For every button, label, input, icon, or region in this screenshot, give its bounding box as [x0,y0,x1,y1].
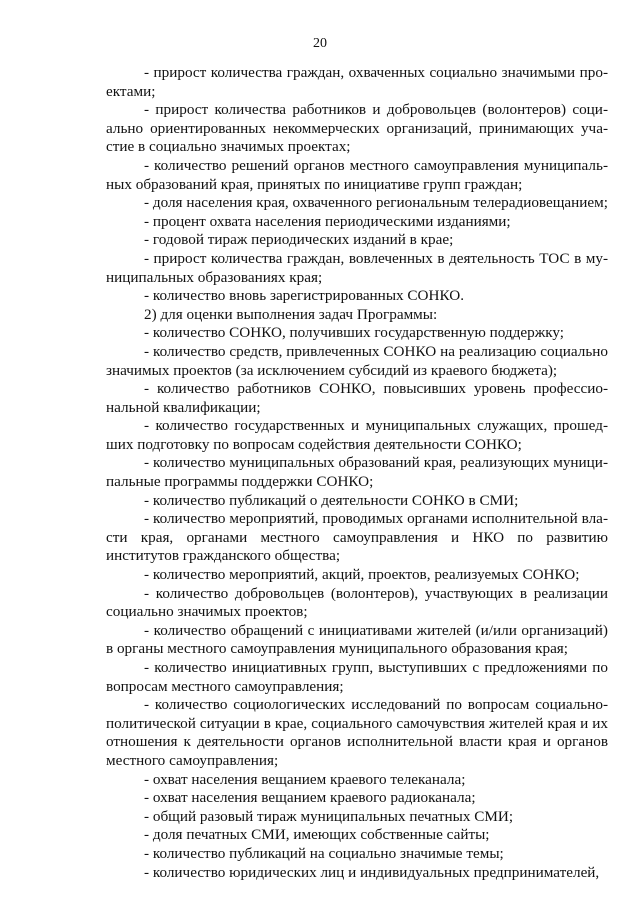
paragraph: - количество вновь зарегистрированных СОНКО. [144,287,464,305]
paragraph: - прирост количества работников и добровольцев (волонтеров) социально ориентированных некоммерческих организаций, принимающих участие в социально значимых проектах; [106,101,608,156]
paragraph: - процент охвата населения периодическими изданиями; [144,212,511,230]
page-number: 20 [313,36,327,51]
paragraph: - количество публикаций о деятельности СОНКО в СМИ; [144,491,519,509]
paragraph: - охват населения вещанием краевого телеканала; [144,770,466,788]
paragraph: - доля печатных СМИ, имеющих собственные сайты; [144,826,490,844]
paragraph: - количество СОНКО, получивших государственную поддержку; [144,324,564,342]
paragraph: - количество обращений с инициативами жителей (и/или организаций) в органы местного самоуправления муниципального образования края; [106,621,608,658]
paragraph: - годовой тираж периодических изданий в крае; [144,231,454,249]
section-heading: 2) для оценки выполнения задач Программы: [144,305,438,323]
paragraph: - количество юридических лиц и индивидуальных предпринимателей, [144,863,600,881]
paragraph: - количество социологических исследований по вопросам социально-политической ситуации в крае, социального самочувствия жителей края и их отношения к деятельности органов исполнительной власти края и органов местного самоуправления; [106,696,608,769]
paragraph: - количество инициативных групп, выступивших с предложениями по вопросам местного самоуправления; [106,659,608,695]
paragraph: - прирост количества граждан, вовлеченных в деятельность ТОС в муниципальных образованиях края; [106,249,608,286]
paragraph: - количество мероприятий, проводимых органами исполнительной власти края, органами местного самоуправления и НКО по развитию институтов гражданского общества; [106,510,608,565]
paragraph: - количество мероприятий, акций, проектов, реализуемых СОНКО; [144,566,580,584]
paragraph: - общий разовый тираж муниципальных печатных СМИ; [144,807,514,825]
paragraph: - количество добровольцев (волонтеров), участвующих в реализации социально значимых проектов; [106,584,608,621]
paragraph: - охват населения вещанием краевого радиоканала; [144,789,476,807]
paragraph: - количество государственных и муниципальных служащих, прошедших подготовку по вопросам содействия деятельности СОНКО; [106,417,608,453]
paragraph: - количество муниципальных образований края, реализующих муниципальные программы поддержки СОНКО; [106,454,608,491]
paragraph: - количество публикаций на социально значимые темы; [144,844,504,862]
paragraph: - прирост количества граждан, охваченных социально значимыми проектами; [106,64,608,100]
paragraph: - количество решений органов местного самоуправления муниципальных образований края, принятых по инициативе групп граждан; [106,156,608,193]
paragraph: - доля населения края, охваченного региональным телерадиовещанием; [144,194,609,212]
paragraph: - количество средств, привлеченных СОНКО на реализацию социально значимых проектов (за исключением субсидий из краевого бюджета); [106,342,608,379]
paragraph: - количество работников СОНКО, повысивших уровень профессиональной квалификации; [106,380,608,416]
document-body [106,64,608,882]
